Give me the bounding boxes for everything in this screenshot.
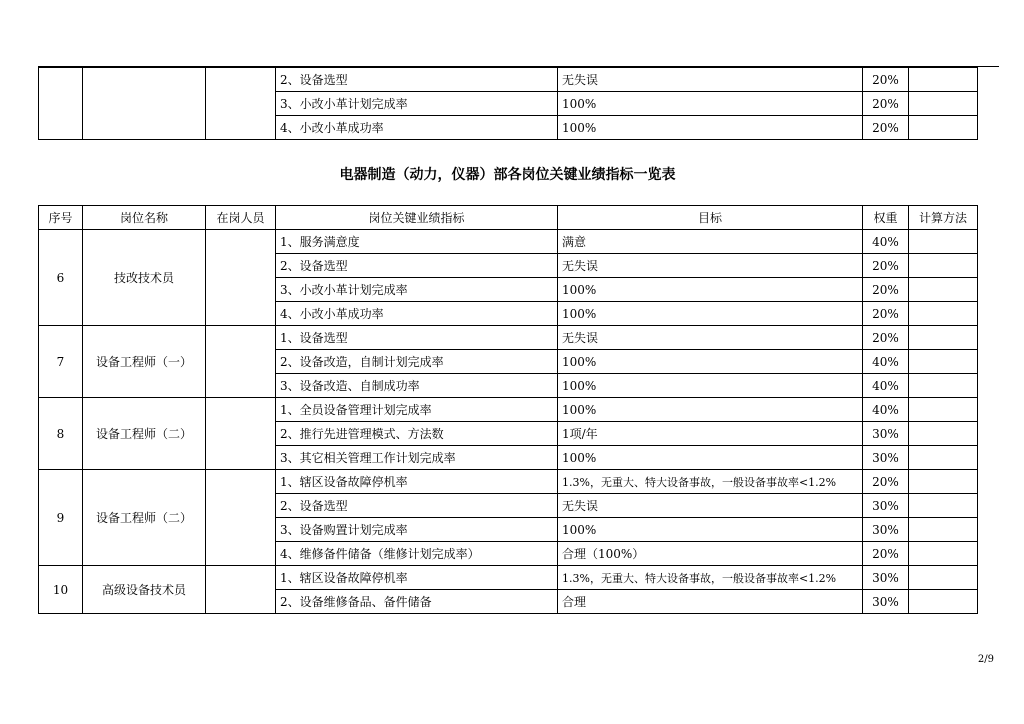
- kpi-table: [38, 205, 978, 614]
- position-cell: [83, 68, 206, 140]
- method-cell: [909, 422, 978, 446]
- indicator-cell: 3、其它相关管理工作计划完成率: [276, 446, 558, 470]
- indicator-cell: 2、设备选型: [276, 68, 558, 92]
- indicator-cell: 2、设备选型: [276, 494, 558, 518]
- indicator-cell: 4、小改小革成功率: [276, 116, 558, 140]
- method-cell: [909, 518, 978, 542]
- table-row: [39, 398, 978, 422]
- weight-cell: 30%: [863, 422, 909, 446]
- target-cell: 100%: [558, 350, 863, 374]
- weight-cell: 30%: [863, 494, 909, 518]
- method-cell: [909, 92, 978, 116]
- table-row: [39, 68, 978, 92]
- method-cell: [909, 278, 978, 302]
- table-row: [39, 566, 978, 590]
- page-number: 2/9: [977, 654, 994, 665]
- continued-table: [38, 67, 978, 140]
- target-cell: 满意: [558, 230, 863, 254]
- seq-cell: [39, 68, 83, 140]
- weight-cell: 40%: [863, 398, 909, 422]
- indicator-cell: 2、设备选型: [276, 254, 558, 278]
- method-cell: [909, 326, 978, 350]
- seq-cell: 10: [39, 566, 83, 614]
- target-cell: 1.3%，无重大、特大设备事故，一般设备事故率<1.2%: [558, 566, 863, 590]
- table-row: [39, 326, 978, 350]
- target-cell: 1.3%，无重大、特大设备事故，一般设备事故率<1.2%: [558, 470, 863, 494]
- table-row: [39, 470, 978, 494]
- indicator-cell: 2、设备改造，自制计划完成率: [276, 350, 558, 374]
- method-cell: [909, 68, 978, 92]
- staff-cell: [206, 68, 276, 140]
- weight-cell: 30%: [863, 518, 909, 542]
- weight-cell: 20%: [863, 254, 909, 278]
- method-cell: [909, 350, 978, 374]
- method-cell: [909, 230, 978, 254]
- staff-cell: [206, 566, 276, 614]
- seq-cell: 8: [39, 398, 83, 470]
- weight-cell: 20%: [863, 326, 909, 350]
- table-title: 电器制造（动力，仪器）部各岗位关键业绩指标一览表: [339, 167, 676, 183]
- indicator-cell: 3、设备改造、自制成功率: [276, 374, 558, 398]
- position-cell: 设备工程师（一）: [83, 326, 206, 398]
- seq-cell: 6: [39, 230, 83, 326]
- method-cell: [909, 470, 978, 494]
- weight-cell: 30%: [863, 566, 909, 590]
- target-cell: 无失误: [558, 68, 863, 92]
- target-cell: 100%: [558, 302, 863, 326]
- weight-cell: 20%: [863, 278, 909, 302]
- method-cell: [909, 590, 978, 614]
- table-row: [39, 230, 978, 254]
- indicator-cell: 3、小改小革计划完成率: [276, 278, 558, 302]
- header-method: 计算方法: [909, 206, 978, 230]
- target-cell: 100%: [558, 518, 863, 542]
- target-cell: 无失误: [558, 326, 863, 350]
- target-cell: 合理（100%）: [558, 542, 863, 566]
- weight-cell: 20%: [863, 302, 909, 326]
- seq-cell: 7: [39, 326, 83, 398]
- position-cell: 设备工程师（二）: [83, 398, 206, 470]
- header-seq: 序号: [39, 206, 83, 230]
- method-cell: [909, 494, 978, 518]
- weight-cell: 20%: [863, 542, 909, 566]
- staff-cell: [206, 470, 276, 566]
- position-cell: 高级设备技术员: [83, 566, 206, 614]
- target-cell: 100%: [558, 398, 863, 422]
- staff-cell: [206, 230, 276, 326]
- target-cell: 100%: [558, 116, 863, 140]
- target-cell: 无失误: [558, 254, 863, 278]
- indicator-cell: 1、全员设备管理计划完成率: [276, 398, 558, 422]
- weight-cell: 20%: [863, 470, 909, 494]
- method-cell: [909, 116, 978, 140]
- staff-cell: [206, 398, 276, 470]
- header-kpi: 岗位关键业绩指标: [276, 206, 558, 230]
- target-cell: 100%: [558, 374, 863, 398]
- header-target: 目标: [558, 206, 863, 230]
- indicator-cell: 3、小改小革计划完成率: [276, 92, 558, 116]
- method-cell: [909, 254, 978, 278]
- weight-cell: 30%: [863, 590, 909, 614]
- header-weight: 权重: [863, 206, 909, 230]
- indicator-cell: 1、辖区设备故障停机率: [276, 470, 558, 494]
- weight-cell: 40%: [863, 374, 909, 398]
- method-cell: [909, 446, 978, 470]
- header-staff: 在岗人员: [206, 206, 276, 230]
- indicator-cell: 2、推行先进管理模式、方法数: [276, 422, 558, 446]
- weight-cell: 40%: [863, 350, 909, 374]
- weight-cell: 30%: [863, 446, 909, 470]
- indicator-cell: 3、设备购置计划完成率: [276, 518, 558, 542]
- header-position: 岗位名称: [83, 206, 206, 230]
- indicator-cell: 2、设备维修备品、备件储备: [276, 590, 558, 614]
- method-cell: [909, 398, 978, 422]
- weight-cell: 20%: [863, 116, 909, 140]
- seq-cell: 9: [39, 470, 83, 566]
- target-cell: 100%: [558, 278, 863, 302]
- indicator-cell: 4、维修备件储备（维修计划完成率）: [276, 542, 558, 566]
- method-cell: [909, 374, 978, 398]
- indicator-cell: 1、设备选型: [276, 326, 558, 350]
- target-cell: 100%: [558, 446, 863, 470]
- indicator-cell: 1、服务满意度: [276, 230, 558, 254]
- target-cell: 合理: [558, 590, 863, 614]
- indicator-cell: 4、小改小革成功率: [276, 302, 558, 326]
- position-cell: 技改技术员: [83, 230, 206, 326]
- method-cell: [909, 302, 978, 326]
- target-cell: 无失误: [558, 494, 863, 518]
- weight-cell: 40%: [863, 230, 909, 254]
- method-cell: [909, 566, 978, 590]
- weight-cell: 20%: [863, 68, 909, 92]
- target-cell: 1项/年: [558, 422, 863, 446]
- weight-cell: 20%: [863, 92, 909, 116]
- indicator-cell: 1、辖区设备故障停机率: [276, 566, 558, 590]
- staff-cell: [206, 326, 276, 398]
- header-row: [39, 206, 978, 230]
- position-cell: 设备工程师（二）: [83, 470, 206, 566]
- method-cell: [909, 542, 978, 566]
- target-cell: 100%: [558, 92, 863, 116]
